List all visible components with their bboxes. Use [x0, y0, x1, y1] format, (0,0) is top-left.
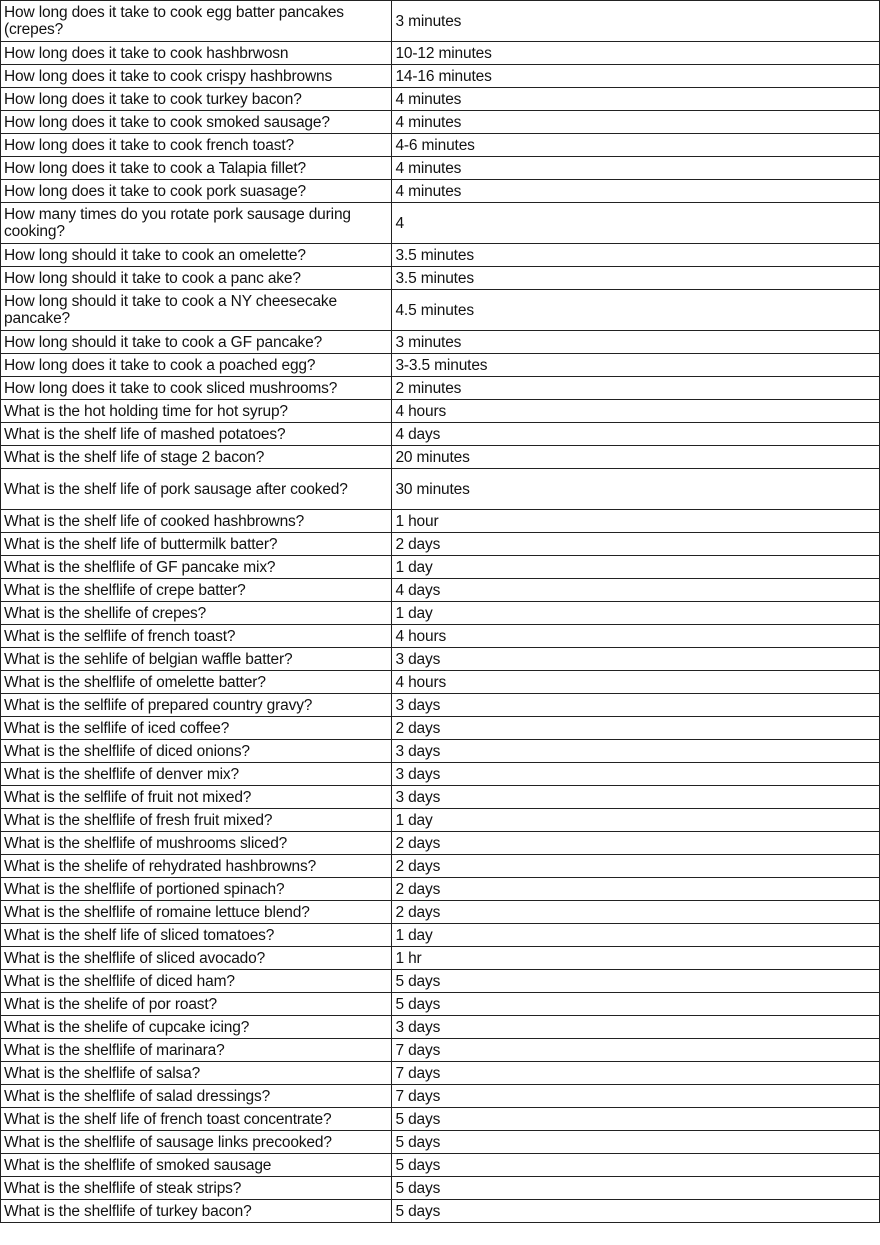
answer-cell: 14-16 minutes: [392, 65, 880, 88]
answer-cell: 4 hours: [392, 400, 880, 423]
answer-cell: 4 minutes: [392, 111, 880, 134]
question-cell: What is the shelf life of cooked hashbrowns?: [1, 510, 392, 533]
table-row: [1, 469, 880, 510]
answer-cell: 4-6 minutes: [392, 134, 880, 157]
question-cell: What is the shelflife of denver mix?: [1, 763, 392, 786]
question-cell: What is the shelflife of crepe batter?: [1, 579, 392, 602]
answer-cell: 3 days: [392, 763, 880, 786]
answer-cell: 3-3.5 minutes: [392, 354, 880, 377]
answer-cell: 1 day: [392, 556, 880, 579]
answer-cell: 5 days: [392, 970, 880, 993]
answer-cell: 5 days: [392, 1200, 880, 1223]
question-cell: What is the sehlife of belgian waffle batter?: [1, 648, 392, 671]
answer-cell: 2 days: [392, 832, 880, 855]
answer-cell: 4 days: [392, 423, 880, 446]
table-row: [1, 878, 880, 901]
answer-cell: 10-12 minutes: [392, 42, 880, 65]
question-cell: What is the shelflife of diced ham?: [1, 970, 392, 993]
question-cell: How long does it take to cook turkey bacon?: [1, 88, 392, 111]
table-row: [1, 694, 880, 717]
answer-cell: 5 days: [392, 1154, 880, 1177]
answer-cell: 2 minutes: [392, 377, 880, 400]
answer-cell: 5 days: [392, 993, 880, 1016]
question-cell: What is the shelflife of diced onions?: [1, 740, 392, 763]
table-row: [1, 510, 880, 533]
answer-cell: 4 minutes: [392, 180, 880, 203]
question-cell: How long does it take to cook crispy hashbrowns: [1, 65, 392, 88]
answer-cell: 2 days: [392, 717, 880, 740]
answer-cell: 4 minutes: [392, 157, 880, 180]
table-row: [1, 855, 880, 878]
table-row: [1, 786, 880, 809]
answer-cell: 7 days: [392, 1085, 880, 1108]
question-cell: How long does it take to cook a poached egg?: [1, 354, 392, 377]
table-row: [1, 1154, 880, 1177]
table-row: [1, 970, 880, 993]
answer-cell: 3 days: [392, 740, 880, 763]
answer-cell: 4: [392, 203, 880, 244]
table-row: [1, 1177, 880, 1200]
table-row: [1, 331, 880, 354]
question-cell: What is the shelflife of sliced avocado?: [1, 947, 392, 970]
answer-cell: 2 days: [392, 533, 880, 556]
table-row: [1, 1085, 880, 1108]
table-row: [1, 924, 880, 947]
table-row: [1, 740, 880, 763]
question-cell: What is the shelflife of omelette batter?: [1, 671, 392, 694]
question-cell: What is the shelflife of steak strips?: [1, 1177, 392, 1200]
table-row: [1, 1131, 880, 1154]
question-cell: What is the shelflife of salsa?: [1, 1062, 392, 1085]
answer-cell: 30 minutes: [392, 469, 880, 510]
table-row: [1, 947, 880, 970]
answer-cell: 5 days: [392, 1108, 880, 1131]
table-row: [1, 717, 880, 740]
answer-cell: 4 hours: [392, 625, 880, 648]
question-cell: What is the shelf life of pork sausage after cooked?: [1, 469, 392, 510]
table-row: [1, 267, 880, 290]
question-cell: What is the shelf life of sliced tomatoes?: [1, 924, 392, 947]
question-cell: What is the selflife of prepared country gravy?: [1, 694, 392, 717]
answer-cell: 1 day: [392, 602, 880, 625]
answer-cell: 7 days: [392, 1039, 880, 1062]
table-row: [1, 65, 880, 88]
question-cell: What is the selflife of iced coffee?: [1, 717, 392, 740]
table-row: [1, 648, 880, 671]
answer-cell: 7 days: [392, 1062, 880, 1085]
question-cell: How long should it take to cook a GF pancake?: [1, 331, 392, 354]
question-cell: What is the shelife of por roast?: [1, 993, 392, 1016]
table-row: [1, 1108, 880, 1131]
answer-cell: 3 days: [392, 694, 880, 717]
answer-cell: 3 days: [392, 1016, 880, 1039]
question-cell: How many times do you rotate pork sausage during cooking?: [1, 203, 392, 244]
question-cell: What is the shelf life of buttermilk batter?: [1, 533, 392, 556]
table-row: [1, 556, 880, 579]
table-row: [1, 244, 880, 267]
answer-cell: 3 days: [392, 648, 880, 671]
answer-cell: 1 hr: [392, 947, 880, 970]
table-row: [1, 157, 880, 180]
question-cell: What is the shelflife of sausage links precooked?: [1, 1131, 392, 1154]
answer-cell: 1 day: [392, 809, 880, 832]
question-cell: What is the selflife of fruit not mixed?: [1, 786, 392, 809]
question-cell: How long does it take to cook sliced mushrooms?: [1, 377, 392, 400]
answer-cell: 3 minutes: [392, 1, 880, 42]
answer-cell: 4.5 minutes: [392, 290, 880, 331]
answer-cell: 2 days: [392, 855, 880, 878]
answer-cell: 5 days: [392, 1177, 880, 1200]
question-cell: How long should it take to cook a panc ake?: [1, 267, 392, 290]
table-row: [1, 671, 880, 694]
question-cell: What is the shelife of cupcake icing?: [1, 1016, 392, 1039]
question-cell: What is the shelf life of french toast concentrate?: [1, 1108, 392, 1131]
table-row: [1, 42, 880, 65]
table-row: [1, 533, 880, 556]
table-row: [1, 134, 880, 157]
table-row: [1, 832, 880, 855]
question-cell: What is the shelflife of romaine lettuce blend?: [1, 901, 392, 924]
answer-cell: 2 days: [392, 901, 880, 924]
question-cell: What is the hot holding time for hot syrup?: [1, 400, 392, 423]
question-cell: What is the selflife of french toast?: [1, 625, 392, 648]
table-row: [1, 377, 880, 400]
table-row: [1, 809, 880, 832]
question-cell: What is the shelflife of fresh fruit mixed?: [1, 809, 392, 832]
table-row: [1, 290, 880, 331]
table-row: [1, 203, 880, 244]
answer-cell: 4 minutes: [392, 88, 880, 111]
question-cell: What is the shelflife of turkey bacon?: [1, 1200, 392, 1223]
answer-cell: 4 hours: [392, 671, 880, 694]
question-cell: How long does it take to cook hashbrwosn: [1, 42, 392, 65]
answer-cell: 4 days: [392, 579, 880, 602]
question-cell: What is the shelflife of mushrooms sliced?: [1, 832, 392, 855]
question-cell: What is the shelf life of stage 2 bacon?: [1, 446, 392, 469]
question-cell: What is the shelflife of marinara?: [1, 1039, 392, 1062]
question-cell: How long does it take to cook french toast?: [1, 134, 392, 157]
question-cell: How long should it take to cook an omelette?: [1, 244, 392, 267]
qa-table-body: [1, 1, 880, 1223]
answer-cell: 1 hour: [392, 510, 880, 533]
answer-cell: 3.5 minutes: [392, 244, 880, 267]
answer-cell: 5 days: [392, 1131, 880, 1154]
table-row: [1, 1016, 880, 1039]
table-row: [1, 901, 880, 924]
table-row: [1, 88, 880, 111]
answer-cell: 3 minutes: [392, 331, 880, 354]
answer-cell: 2 days: [392, 878, 880, 901]
answer-cell: 20 minutes: [392, 446, 880, 469]
question-cell: How long does it take to cook egg batter pancakes (crepes?: [1, 1, 392, 42]
table-row: [1, 1, 880, 42]
table-row: [1, 354, 880, 377]
table-row: [1, 1062, 880, 1085]
question-cell: What is the shelflife of smoked sausage: [1, 1154, 392, 1177]
answer-cell: 3.5 minutes: [392, 267, 880, 290]
table-row: [1, 993, 880, 1016]
answer-cell: 1 day: [392, 924, 880, 947]
table-row: [1, 111, 880, 134]
question-cell: What is the shelflife of GF pancake mix?: [1, 556, 392, 579]
question-cell: What is the shelflife of portioned spinach?: [1, 878, 392, 901]
question-cell: How long does it take to cook pork suasage?: [1, 180, 392, 203]
question-cell: What is the shelflife of salad dressings?: [1, 1085, 392, 1108]
table-row: [1, 625, 880, 648]
question-cell: How long does it take to cook smoked sausage?: [1, 111, 392, 134]
table-row: [1, 446, 880, 469]
table-row: [1, 1200, 880, 1223]
table-row: [1, 579, 880, 602]
table-row: [1, 1039, 880, 1062]
table-row: [1, 602, 880, 625]
table-row: [1, 400, 880, 423]
question-cell: What is the shelife of rehydrated hashbrowns?: [1, 855, 392, 878]
table-row: [1, 180, 880, 203]
table-row: [1, 763, 880, 786]
table-row: [1, 423, 880, 446]
answer-cell: 3 days: [392, 786, 880, 809]
question-cell: How long does it take to cook a Talapia fillet?: [1, 157, 392, 180]
question-cell: How long should it take to cook a NY cheesecake pancake?: [1, 290, 392, 331]
question-cell: What is the shellife of crepes?: [1, 602, 392, 625]
question-cell: What is the shelf life of mashed potatoes?: [1, 423, 392, 446]
